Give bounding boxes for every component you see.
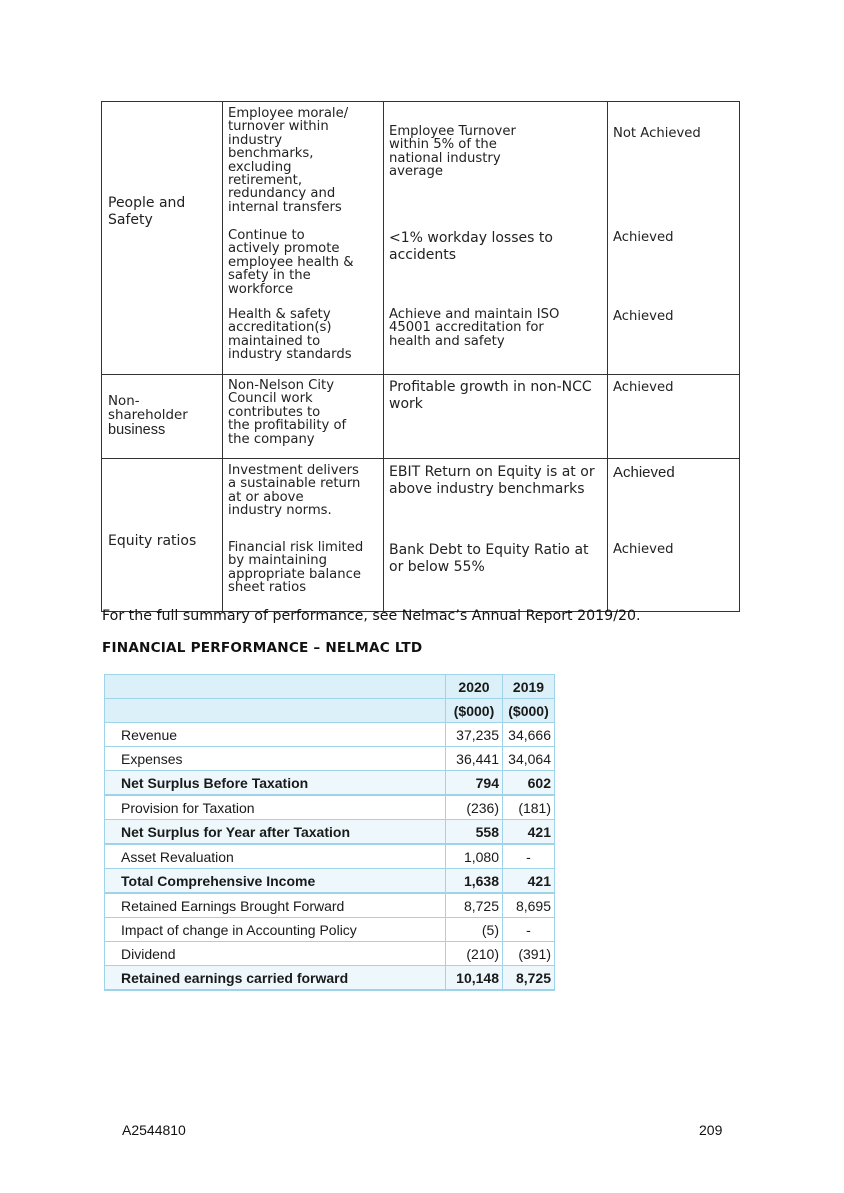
row-label: Revenue bbox=[105, 723, 446, 747]
result-text: Achieved bbox=[613, 464, 675, 481]
table-row bbox=[105, 918, 555, 942]
value-2020: 10,148 bbox=[446, 966, 503, 991]
result-text: Achieved bbox=[613, 380, 674, 395]
measure-cell bbox=[384, 375, 608, 459]
table-row bbox=[105, 747, 555, 771]
value-2019: 8,695 bbox=[503, 893, 555, 918]
area-label bbox=[108, 195, 213, 229]
table-row bbox=[102, 459, 740, 612]
result-cell bbox=[608, 459, 740, 612]
units-2020: ($000) bbox=[446, 699, 503, 723]
area-line: Non- bbox=[108, 394, 140, 409]
value-2019: (181) bbox=[503, 795, 555, 820]
table-row bbox=[105, 942, 555, 966]
area-equity-ratios: Equity ratios bbox=[108, 533, 197, 549]
total-row bbox=[105, 966, 555, 991]
result-text: Not Achieved bbox=[613, 126, 701, 141]
performance-table bbox=[101, 101, 740, 612]
value-2020: 1,080 bbox=[446, 844, 503, 869]
result-text: Achieved bbox=[613, 309, 674, 324]
measure-cell bbox=[384, 102, 608, 375]
value-2019: 8,725 bbox=[503, 966, 555, 991]
measure-text: Bank Debt to Equity Ratio at or below 55% bbox=[389, 542, 589, 575]
objective-text: Health & safety accreditation(s) maintained to industry standards bbox=[228, 307, 352, 363]
row-label: Net Surplus for Year after Taxation bbox=[105, 820, 446, 845]
row-label: Expenses bbox=[105, 747, 446, 771]
area-label bbox=[108, 395, 188, 437]
performance-note: For the full summary of performance, see Nelmac’s Annual Report 2019/20. bbox=[102, 608, 641, 624]
value-2020: 37,235 bbox=[446, 723, 503, 747]
measure-cell bbox=[384, 459, 608, 612]
row-label: Retained earnings carried forward bbox=[105, 966, 446, 991]
row-label: Provision for Taxation bbox=[105, 795, 446, 820]
units-2019: ($000) bbox=[503, 699, 555, 723]
objective-text: Employee morale/ turnover within industry benchmarks, excluding retirement, redundancy and internal transfers bbox=[228, 106, 349, 215]
value-2019: 34,064 bbox=[503, 747, 555, 771]
section-title: FINANCIAL PERFORMANCE – NELMAC LTD bbox=[102, 640, 423, 656]
objective-text: Investment delivers a sustainable return at or above industry norms. bbox=[228, 463, 361, 519]
row-label: Asset Revaluation bbox=[105, 844, 446, 869]
units-blank bbox=[105, 699, 446, 723]
value-2019: 421 bbox=[503, 820, 555, 845]
result-text: Achieved bbox=[613, 542, 674, 557]
objective-cell bbox=[223, 102, 384, 375]
table-row bbox=[102, 375, 740, 459]
area-people-safety: People and Safety bbox=[108, 195, 186, 228]
area-cell bbox=[102, 459, 223, 612]
objective-text: Financial risk limited by maintaining appropriate balance sheet ratios bbox=[228, 540, 364, 596]
value-2020: 794 bbox=[446, 771, 503, 796]
value-2020: 558 bbox=[446, 820, 503, 845]
header-2020: 2020 bbox=[446, 675, 503, 699]
table-row bbox=[105, 844, 555, 869]
document-id: A2544810 bbox=[122, 1122, 186, 1138]
objective-text: Continue to actively promote employee health & safety in the workforce bbox=[228, 228, 354, 297]
row-label: Net Surplus Before Taxation bbox=[105, 771, 446, 796]
measure-text: Profitable growth in non-NCC work bbox=[389, 379, 592, 412]
value-2020: (236) bbox=[446, 795, 503, 820]
area-line: business bbox=[108, 422, 166, 438]
value-2019: 602 bbox=[503, 771, 555, 796]
value-2019: 421 bbox=[503, 869, 555, 894]
table-row bbox=[105, 723, 555, 747]
row-label: Impact of change in Accounting Policy bbox=[105, 918, 446, 942]
objective-cell bbox=[223, 375, 384, 459]
objective-cell bbox=[223, 459, 384, 612]
header-2019: 2019 bbox=[503, 675, 555, 699]
measure-text: Employee Turnover within 5% of the national industry average bbox=[389, 124, 516, 180]
subtotal-row bbox=[105, 820, 555, 845]
table-row bbox=[102, 102, 740, 375]
area-line: shareholder bbox=[108, 408, 188, 423]
value-2020: (5) bbox=[446, 918, 503, 942]
financial-table bbox=[104, 674, 555, 991]
value-2020: 8,725 bbox=[446, 893, 503, 918]
area-cell bbox=[102, 102, 223, 375]
result-text: Achieved bbox=[613, 230, 674, 245]
page-number: 209 bbox=[699, 1122, 723, 1138]
value-2020: (210) bbox=[446, 942, 503, 966]
measure-text: <1% workday losses to accidents bbox=[389, 230, 553, 263]
table-row bbox=[105, 893, 555, 918]
area-label bbox=[108, 533, 196, 550]
measure-text: EBIT Return on Equity is at or above industry benchmarks bbox=[389, 464, 595, 497]
result-cell bbox=[608, 102, 740, 375]
measure-text: Achieve and maintain ISO 45001 accreditation for health and safety bbox=[389, 307, 560, 349]
value-2020: 1,638 bbox=[446, 869, 503, 894]
subtotal-row bbox=[105, 771, 555, 796]
row-label: Dividend bbox=[105, 942, 446, 966]
value-2019: (391) bbox=[503, 942, 555, 966]
value-2019: 34,666 bbox=[503, 723, 555, 747]
objective-text: Non-Nelson City Council work contributes to the profitability of the company bbox=[228, 378, 347, 447]
units-row bbox=[105, 699, 555, 723]
table-row bbox=[105, 795, 555, 820]
row-label: Retained Earnings Brought Forward bbox=[105, 893, 446, 918]
result-cell bbox=[608, 375, 740, 459]
header-row bbox=[105, 675, 555, 699]
value-2019: - bbox=[503, 918, 555, 942]
header-blank bbox=[105, 675, 446, 699]
value-2020: 36,441 bbox=[446, 747, 503, 771]
value-2019: - bbox=[503, 844, 555, 869]
area-cell bbox=[102, 375, 223, 459]
subtotal-row bbox=[105, 869, 555, 894]
row-label: Total Comprehensive Income bbox=[105, 869, 446, 894]
